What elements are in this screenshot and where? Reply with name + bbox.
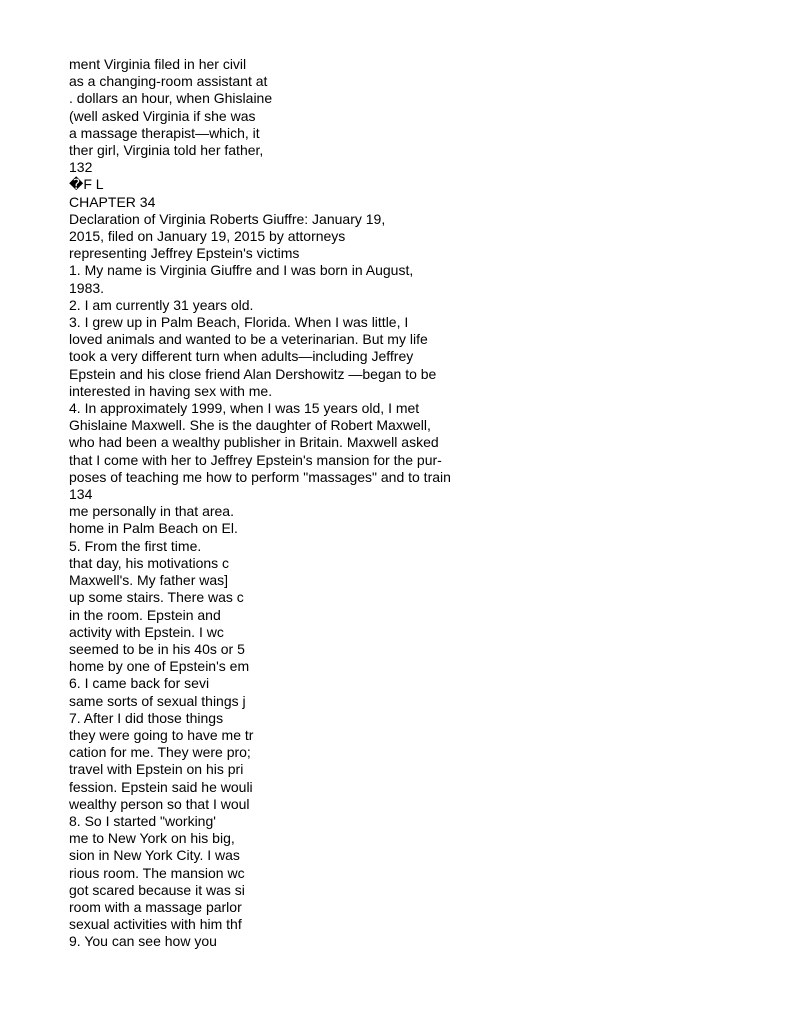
truncated-line: cation for me. They were pro; <box>69 744 251 761</box>
text-line: . dollars an hour, when Ghislaine <box>69 90 273 107</box>
text-line: (well asked Virginia if she was <box>69 107 256 124</box>
truncated-line: me personally in that area. <box>69 503 234 520</box>
declaration-title-line: 2015, filed on January 19, 2015 by attorneys <box>69 228 346 245</box>
truncated-line: 5. From the first time. <box>69 537 202 554</box>
paragraph-line: 1983. <box>69 279 105 296</box>
paragraph-line: 3. I grew up in Palm Beach, Florida. When I was little, I <box>69 314 409 331</box>
ocr-artifact: �F L <box>69 176 104 193</box>
truncated-line: sion in New York City. I was <box>69 847 240 864</box>
paragraph-line: 4. In approximately 1999, when I was 15 years old, I met <box>69 400 420 417</box>
paragraph-line: who had been a wealthy publisher in Britain. Maxwell asked <box>69 434 439 451</box>
truncated-line: in the room. Epstein and <box>69 606 221 623</box>
paragraph-line: took a very different turn when adults—including Jeffrey <box>69 348 414 365</box>
truncated-line: 9. You can see how you <box>69 933 217 950</box>
truncated-line: sexual activities with him thf <box>69 916 242 933</box>
declaration-title-line: Declaration of Virginia Roberts Giuffre: January 19, <box>69 210 386 227</box>
truncated-line: same sorts of sexual things j <box>69 692 246 709</box>
truncated-line: room with a massage parlor <box>69 898 242 915</box>
page-number: 132 <box>69 159 93 176</box>
page-number: 134 <box>69 486 93 503</box>
truncated-line: fession. Epstein said he wouli <box>69 778 253 795</box>
paragraph-line: poses of teaching me how to perform "massages" and to train <box>69 468 451 485</box>
truncated-line: 7. After I did those things <box>69 709 224 726</box>
truncated-line: activity with Epstein. I wc <box>69 623 224 640</box>
text-line: ment Virginia filed in her civil <box>69 56 247 72</box>
truncated-line: home by one of Epstein's em <box>69 658 250 675</box>
paragraph-line: that I come with her to Jeffrey Epstein's mansion for the pur- <box>69 451 442 468</box>
truncated-line: rious room. The mansion wc <box>69 864 245 881</box>
paragraph-line: loved animals and wanted to be a veterinarian. But my life <box>69 331 428 348</box>
truncated-line: that day, his motivations c <box>69 554 230 571</box>
truncated-line: seemed to be in his 40s or 5 <box>69 640 245 657</box>
text-line: ther girl, Virginia told her father, <box>69 142 264 159</box>
text-line: as a changing-room assistant at <box>69 73 268 90</box>
truncated-line: 6. I came back for sevi <box>69 675 210 692</box>
paragraph-line: Epstein and his close friend Alan Dershowitz —began to be <box>69 365 437 382</box>
paragraph-line: Ghislaine Maxwell. She is the daughter of Robert Maxwell, <box>69 417 431 434</box>
truncated-line: me to New York on his big, <box>69 830 235 847</box>
chapter-heading: CHAPTER 34 <box>69 193 156 210</box>
truncated-line: they were going to have me tr <box>69 726 254 743</box>
document-page <box>69 56 769 951</box>
paragraph-line: interested in having sex with me. <box>69 382 273 399</box>
truncated-line: 8. So I started "working' <box>69 812 216 829</box>
declaration-title-line: representing Jeffrey Epstein's victims <box>69 245 300 262</box>
truncated-line: got scared because it was si <box>69 881 245 898</box>
truncated-line: up some stairs. There was c <box>69 589 244 606</box>
truncated-line: Maxwell's. My father was] <box>69 572 229 589</box>
paragraph-line: 2. I am currently 31 years old. <box>69 296 254 313</box>
paragraph-line: 1. My name is Virginia Giuffre and I was born in August, <box>69 262 414 279</box>
truncated-line: home in Palm Beach on El. <box>69 520 238 537</box>
text-line: a massage therapist—which, it <box>69 124 260 141</box>
truncated-line: wealthy person so that I woul <box>69 795 250 812</box>
truncated-line: travel with Epstein on his pri <box>69 761 244 778</box>
